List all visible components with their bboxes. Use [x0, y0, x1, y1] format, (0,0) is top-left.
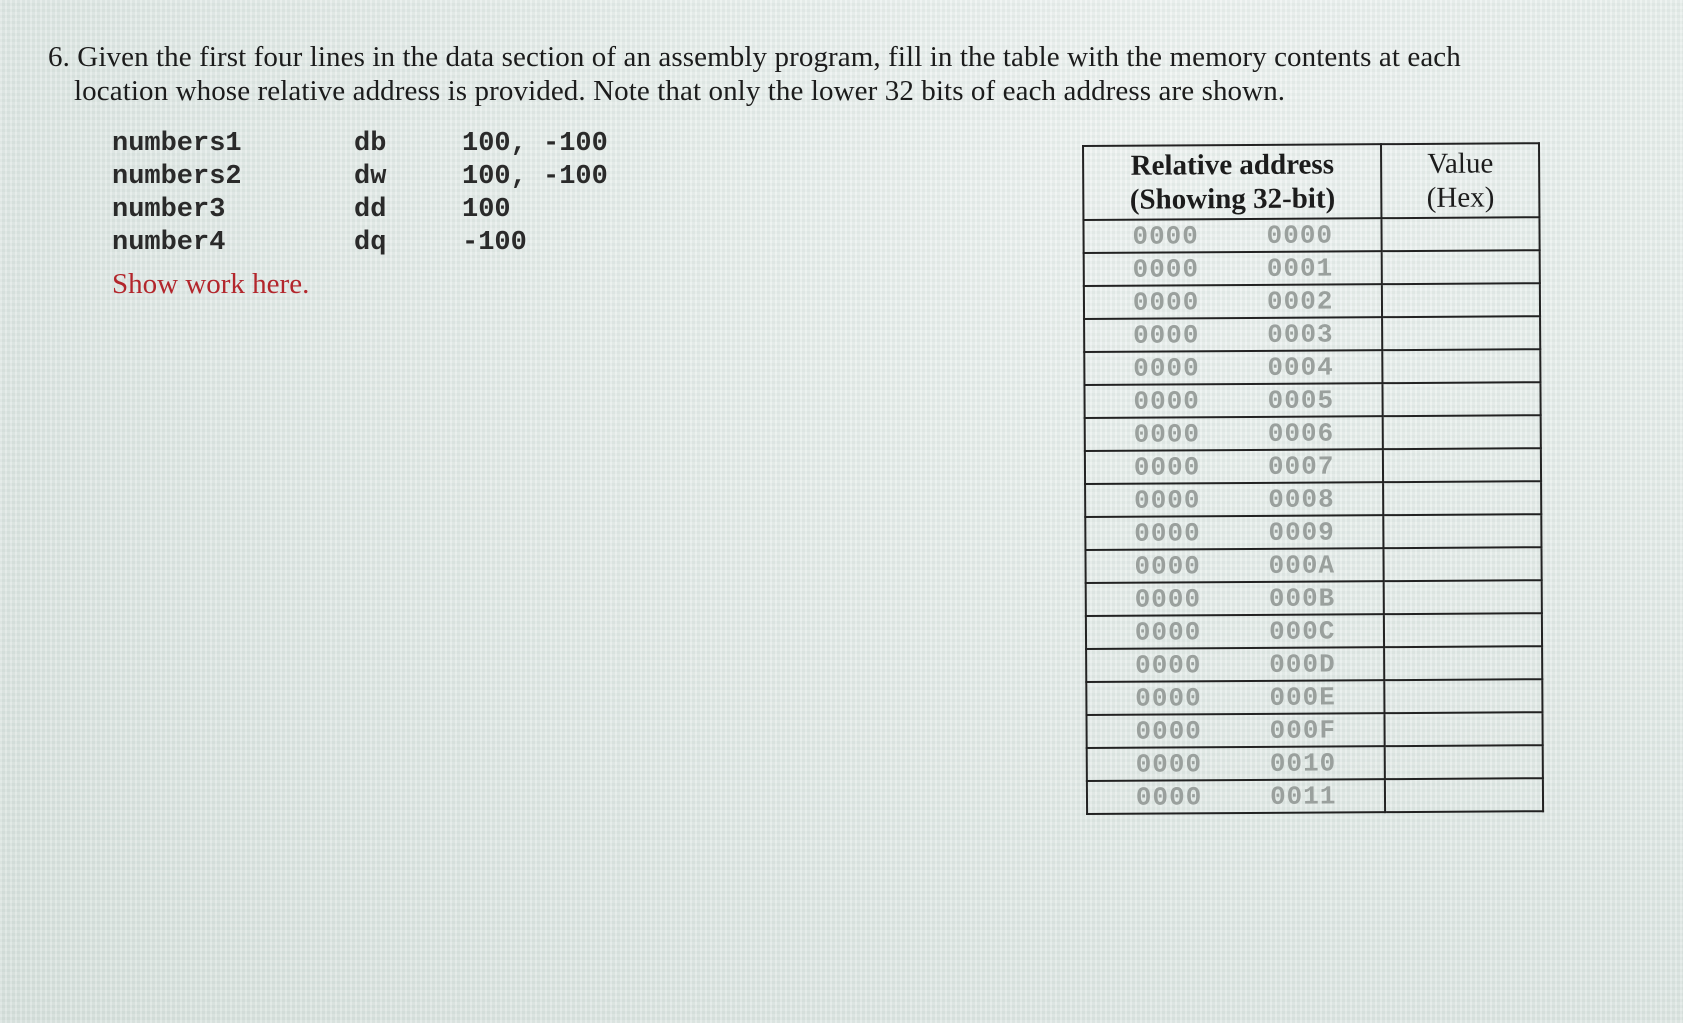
table-row	[1086, 613, 1542, 649]
header-relative-address: Relative address (Showing 32-bit)	[1083, 144, 1382, 220]
table-row	[1084, 382, 1540, 418]
table-row	[1083, 217, 1539, 253]
address-cell: 0000 0009	[1085, 515, 1384, 550]
value-cell[interactable]	[1382, 283, 1540, 317]
address-cell: 0000 0002	[1084, 284, 1383, 319]
code-directive: dd	[354, 195, 387, 225]
address-cell: 0000 000A	[1085, 548, 1384, 583]
value-cell[interactable]	[1384, 613, 1542, 647]
table-row	[1084, 316, 1540, 352]
code-value: 100	[462, 195, 511, 225]
value-cell[interactable]	[1383, 481, 1541, 515]
code-label: number3	[112, 195, 226, 225]
table-row	[1087, 778, 1543, 814]
address-cell: 0000 000F	[1086, 713, 1385, 748]
address-cell: 0000 0011	[1087, 779, 1386, 814]
code-line	[112, 194, 662, 227]
value-cell[interactable]	[1385, 745, 1543, 779]
address-cell: 0000 0007	[1085, 449, 1384, 484]
data-section-code	[112, 128, 662, 260]
code-label: number4	[112, 228, 226, 258]
value-cell[interactable]	[1383, 349, 1541, 383]
code-label: numbers2	[112, 162, 242, 192]
address-cell: 0000 0000	[1083, 218, 1382, 253]
value-cell[interactable]	[1383, 382, 1541, 416]
address-cell: 0000 0010	[1087, 746, 1386, 781]
code-value: 100, -100	[462, 162, 608, 192]
address-cell: 0000 0004	[1084, 350, 1383, 385]
table-row	[1086, 679, 1542, 715]
address-cell: 0000 000B	[1086, 581, 1385, 616]
table-row	[1086, 646, 1542, 682]
value-cell[interactable]	[1383, 448, 1541, 482]
address-cell: 0000 000C	[1086, 614, 1385, 649]
table-row	[1085, 547, 1541, 583]
code-value: 100, -100	[462, 129, 608, 159]
table-row	[1085, 415, 1541, 451]
table-row	[1084, 349, 1540, 385]
address-cell: 0000 0008	[1085, 482, 1384, 517]
table-row	[1087, 745, 1543, 781]
value-cell[interactable]	[1383, 415, 1541, 449]
memory-table	[1082, 142, 1544, 815]
header-value-hex: Value (Hex)	[1381, 143, 1539, 218]
table-header-row	[1083, 143, 1539, 220]
table-row	[1084, 283, 1540, 319]
address-cell: 0000 0003	[1084, 317, 1383, 352]
address-cell: 0000 0001	[1084, 251, 1383, 286]
value-cell[interactable]	[1385, 712, 1543, 746]
value-cell[interactable]	[1384, 580, 1542, 614]
table-row	[1085, 448, 1541, 484]
table-row	[1085, 514, 1541, 550]
value-cell[interactable]	[1382, 250, 1540, 284]
address-cell: 0000 000E	[1086, 680, 1385, 715]
value-cell[interactable]	[1385, 778, 1543, 812]
address-cell: 0000 0006	[1085, 416, 1384, 451]
code-line	[112, 128, 662, 161]
table-row	[1086, 712, 1542, 748]
code-label: numbers1	[112, 129, 242, 159]
table-row	[1085, 481, 1541, 517]
code-line	[112, 227, 662, 260]
address-cell: 0000 000D	[1086, 647, 1385, 682]
code-directive: db	[354, 129, 387, 159]
code-line	[112, 161, 662, 194]
question-line-1: 6. Given the first four lines in the data section of an assembly program, fill in the table with the memory contents at each	[48, 41, 1461, 73]
table-row	[1084, 250, 1540, 286]
address-cell: 0000 0005	[1084, 383, 1383, 418]
value-cell[interactable]	[1384, 547, 1542, 581]
code-directive: dw	[354, 162, 387, 192]
value-cell[interactable]	[1385, 679, 1543, 713]
value-cell[interactable]	[1384, 514, 1542, 548]
value-cell[interactable]	[1382, 316, 1540, 350]
question-text	[48, 40, 1608, 108]
value-cell[interactable]	[1382, 217, 1540, 251]
table-row	[1086, 580, 1542, 616]
value-cell[interactable]	[1384, 646, 1542, 680]
question-line-2: location whose relative address is provided. Note that only the lower 32 bits of each address are shown.	[74, 75, 1286, 107]
show-work-prompt: Show work here.	[112, 268, 310, 300]
code-directive: dq	[354, 228, 387, 258]
code-value: -100	[462, 228, 527, 258]
